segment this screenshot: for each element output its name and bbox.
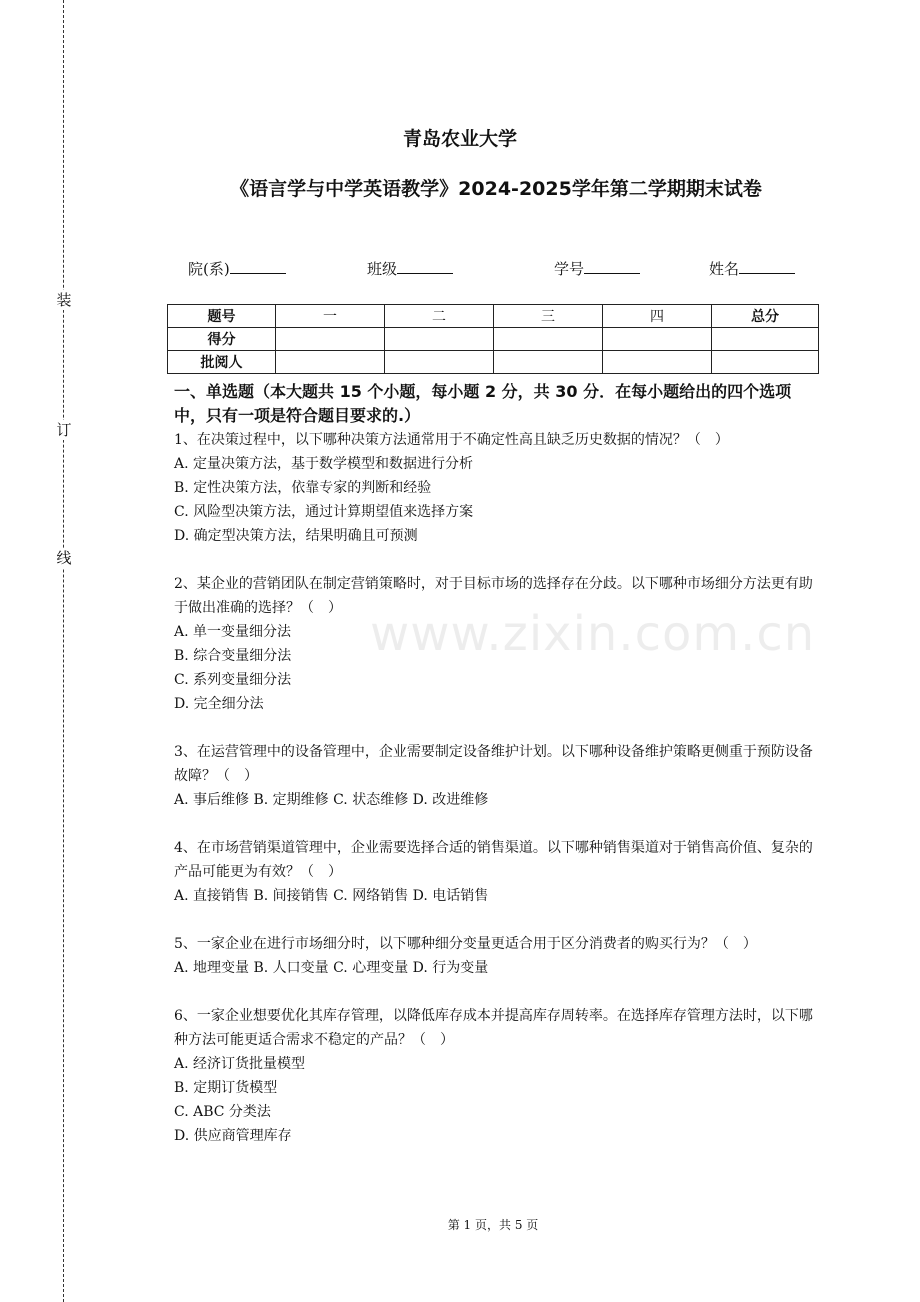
question-option: C. 风险型决策方法，通过计算期望值来选择方案 [174, 504, 474, 520]
score-empty-cell[interactable] [603, 351, 712, 374]
score-table-header-row [168, 305, 819, 328]
question-option: D. 供应商管理库存 [174, 1128, 292, 1144]
exam-title: 《语言学与中学英语教学》2024-2025学年第二学期期末试卷 [230, 178, 762, 200]
watermark: www.zixin.com.cn [370, 606, 816, 662]
score-empty-cell[interactable] [276, 328, 385, 351]
question-option: A. 经济订货批量模型 [174, 1056, 306, 1072]
score-cell: 四 [603, 305, 712, 328]
score-empty-cell[interactable] [385, 328, 494, 351]
page-footer: 第 1 页，共 5 页 [447, 1218, 539, 1232]
section-title: 一、单选题（本大题共 15 个小题，每小题 2 分，共 30 分．在每小题给出的四个选项中，只有一项是符合题目要求的.） [174, 382, 792, 425]
info-field-class [367, 258, 453, 279]
score-cell: 题号 [168, 305, 276, 328]
score-table [167, 304, 819, 374]
info-blank[interactable] [230, 259, 286, 274]
question-option: D. 完全细分法 [174, 696, 264, 712]
score-cell: 三 [494, 305, 603, 328]
question-option: C. 系列变量细分法 [174, 672, 292, 688]
score-empty-cell[interactable] [276, 351, 385, 374]
info-label: 学号 [554, 260, 585, 278]
question-option: A. 事后维修 B. 定期维修 C. 状态维修 D. 改进维修 [174, 792, 489, 808]
score-cell: 总分 [712, 305, 819, 328]
info-label: 姓名 [709, 260, 740, 278]
score-empty-cell[interactable] [385, 351, 494, 374]
question-option: A. 单一变量细分法 [174, 624, 292, 640]
info-blank[interactable] [739, 259, 795, 274]
info-field-department [188, 258, 286, 279]
score-cell: 一 [276, 305, 385, 328]
university-name: 青岛农业大学 [402, 128, 517, 150]
info-field-name [709, 258, 795, 279]
binding-char-ding: 订 [56, 421, 72, 439]
score-row-label: 得分 [168, 328, 276, 351]
question-option: B. 综合变量细分法 [174, 648, 292, 664]
question-text: 5、一家企业在进行市场细分时，以下哪种细分变量更适合用于区分消费者的购买行为？（ ） [174, 936, 757, 952]
score-cell: 二 [385, 305, 494, 328]
question-text: 4、在市场营销渠道管理中，企业需要选择合适的销售渠道。以下哪种销售渠道对于销售高价值、复杂的产品可能更为有效？（ ） [174, 840, 813, 880]
info-field-student-id [554, 258, 640, 279]
info-blank[interactable] [397, 259, 453, 274]
question-text: 1、在决策过程中，以下哪种决策方法通常用于不确定性高且缺乏历史数据的情况？（ ） [174, 432, 729, 448]
score-empty-cell[interactable] [494, 328, 603, 351]
info-label: 院(系) [188, 260, 230, 278]
info-label: 班级 [367, 260, 398, 278]
question-text: 3、在运营管理中的设备管理中，企业需要制定设备维护计划。以下哪种设备维护策略更侧重于预防设备故障？（ ） [174, 744, 813, 784]
question-text: 2、某企业的营销团队在制定营销策略时，对于目标市场的选择存在分歧。以下哪种市场细分方法更有助于做出准确的选择？（ ） [174, 576, 813, 616]
binding-char-xian: 线 [56, 549, 72, 567]
score-empty-cell[interactable] [712, 351, 819, 374]
score-row-label: 批阅人 [168, 351, 276, 374]
question-option: B. 定性决策方法，依靠专家的判断和经验 [174, 480, 432, 496]
question-option: D. 确定型决策方法，结果明确且可预测 [174, 528, 418, 544]
question-option: B. 定期订货模型 [174, 1080, 278, 1096]
question-text: 6、一家企业想要优化其库存管理，以降低库存成本并提高库存周转率。在选择库存管理方法时，以下哪种方法可能更适合需求不稳定的产品？（ ） [174, 1008, 813, 1048]
question-option: A. 直接销售 B. 间接销售 C. 网络销售 D. 电话销售 [174, 888, 489, 904]
score-empty-cell[interactable] [712, 328, 819, 351]
score-table-row-score [168, 328, 819, 351]
info-blank[interactable] [584, 259, 640, 274]
question-option: A. 地理变量 B. 人口变量 C. 心理变量 D. 行为变量 [174, 960, 489, 976]
binding-char-zhuang: 装 [56, 291, 72, 309]
score-table-row-grader [168, 351, 819, 374]
score-empty-cell[interactable] [494, 351, 603, 374]
score-empty-cell[interactable] [603, 328, 712, 351]
exam-content [174, 380, 820, 1148]
question-option: A. 定量决策方法，基于数学模型和数据进行分析 [174, 456, 474, 472]
question-option: C. ABC 分类法 [174, 1104, 271, 1120]
